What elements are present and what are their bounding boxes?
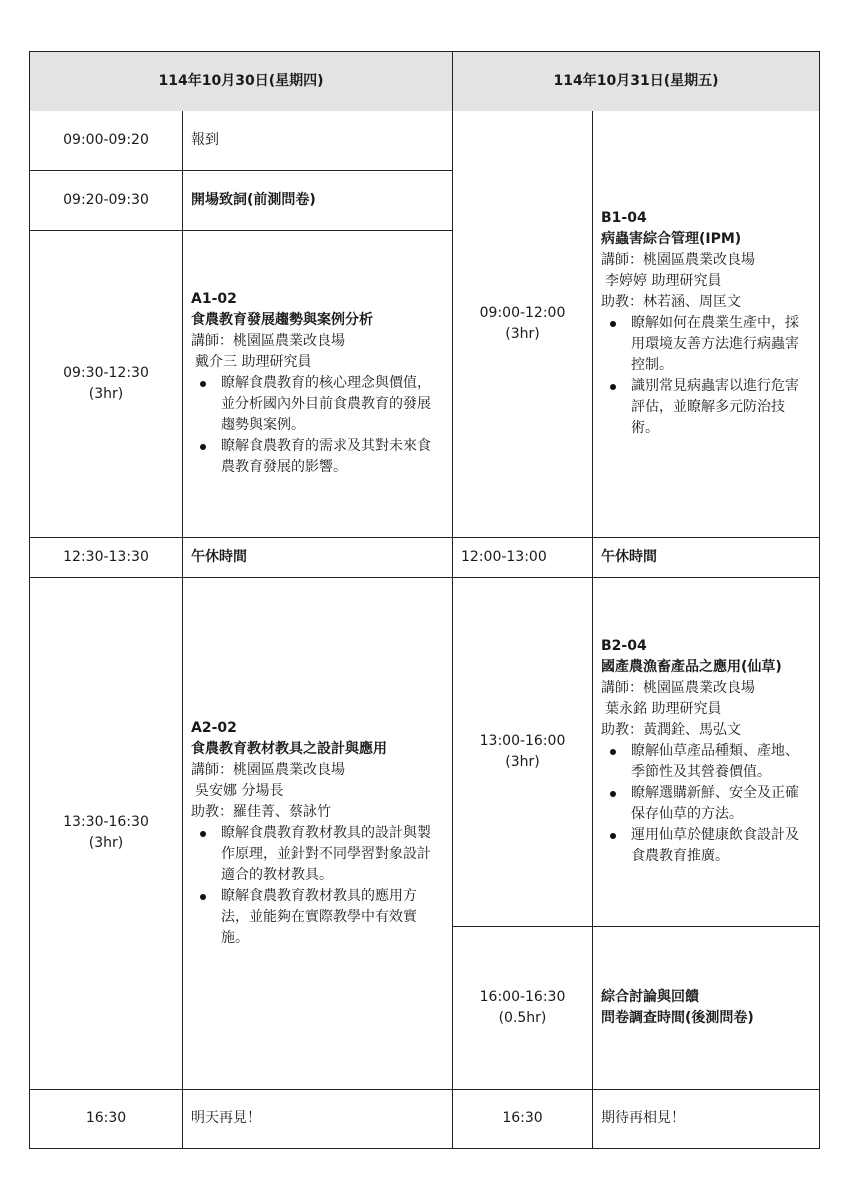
objectives-list	[191, 373, 444, 478]
objective-item: 瞭解選購新鮮、安全及正確保存仙草的方法。	[631, 783, 811, 825]
session-cell-a1	[183, 230, 453, 537]
session-cell: 開場致詞(前測問卷)	[183, 170, 453, 230]
time-cell	[30, 577, 183, 1089]
objective-item: 瞭解如何在農業生產中，採用環境友善方法進行病蟲害控制。	[631, 313, 811, 376]
session-title: 食農教育教材教具之設計與應用	[191, 740, 387, 757]
lecturer-name: 戴介三 助理研究員	[195, 354, 312, 370]
session-code: A2-02	[191, 719, 237, 736]
session-cell-lunch: 午休時間	[593, 537, 820, 577]
assistant: 助教：黃潤銓、馬弘文	[601, 722, 741, 738]
session-cell: 報到	[183, 111, 453, 170]
session-title: 食農教育發展趨勢與案例分析	[191, 312, 373, 328]
assistant: 助教：羅佳菁、蔡詠竹	[191, 803, 331, 820]
session-cell-b2	[593, 577, 820, 926]
time-range: 16:00-16:30	[479, 988, 566, 1005]
session-cell-closing: 明天再見！	[183, 1089, 453, 1148]
session-code: B1-04	[601, 210, 647, 227]
objective-item: 瞭解食農教育的核心理念與價值，並分析國內外目前食農教育的發展趨勢與案例。	[221, 373, 444, 436]
objective-item: 識別常見病蟲害以進行危害評估，並瞭解多元防治技術。	[631, 376, 811, 439]
duration: (3hr)	[88, 835, 124, 851]
session-cell-closing: 期待再相見！	[593, 1089, 820, 1148]
objectives-list	[601, 313, 811, 439]
time-cell: 12:00-13:00	[453, 537, 593, 577]
session-cell-discussion	[593, 926, 820, 1089]
time-range: 13:00-16:00	[479, 732, 566, 749]
lecturer-label: 講師：桃園區農業改良場	[191, 761, 345, 778]
objective-item: 瞭解仙草產品種類、產地、季節性及其營養價值。	[631, 741, 811, 783]
lecturer-name: 葉永銘 助理研究員	[605, 701, 722, 717]
session-code: A1-02	[191, 291, 237, 307]
objective-item: 瞭解食農教育教材教具的設計與製作原理，並針對不同學習對象設計適合的教材教具。	[221, 823, 444, 886]
lecturer-name: 吳安娜 分場長	[195, 782, 284, 799]
time-cell: 12:30-13:30	[30, 537, 183, 577]
objective-item: 瞭解食農教育的需求及其對未來食農教育發展的影響。	[221, 436, 444, 478]
objective-item: 瞭解食農教育教材教具的應用方法，並能夠在實際教學中有效實施。	[221, 886, 444, 949]
duration: (3hr)	[505, 325, 540, 342]
session-cell-a2	[183, 577, 453, 1089]
session-cell-lunch: 午休時間	[183, 537, 453, 577]
discussion-line: 綜合討論與回饋	[601, 988, 699, 1005]
lecturer-label: 講師：桃園區農業改良場	[601, 680, 755, 696]
lecturer-label: 講師：桃園區農業改良場	[191, 333, 345, 349]
time-cell	[453, 577, 593, 926]
time-range: 13:30-16:30	[63, 814, 149, 830]
session-title: 國產農漁畜產品之應用(仙草)	[601, 659, 782, 675]
time-cell	[453, 926, 593, 1089]
time-cell	[453, 111, 593, 537]
time-cell: 09:00-09:20	[30, 111, 183, 170]
session-title: 病蟲害綜合管理(IPM)	[601, 231, 742, 248]
assistant: 助教：林若涵、周匡文	[601, 294, 741, 311]
day2-header: 114年10月31日(星期五)	[453, 52, 820, 112]
survey-line: 問卷調查時間(後測問卷)	[601, 1009, 754, 1026]
time-range: 09:00-12:00	[479, 304, 566, 321]
duration: (3hr)	[88, 385, 124, 402]
duration: (3hr)	[505, 753, 540, 770]
objectives-list	[191, 823, 444, 949]
session-cell-b1	[593, 111, 820, 537]
time-cell	[30, 230, 183, 537]
time-range: 09:30-12:30	[63, 364, 149, 381]
schedule-table	[29, 51, 820, 1149]
session-code: B2-04	[601, 638, 647, 654]
objectives-list	[601, 741, 811, 867]
time-cell: 16:30	[30, 1089, 183, 1148]
time-cell: 09:20-09:30	[30, 170, 183, 230]
objective-item: 運用仙草於健康飲食設計及食農教育推廣。	[631, 825, 811, 867]
lecturer-label: 講師：桃園區農業改良場	[601, 252, 755, 269]
time-cell: 16:30	[453, 1089, 593, 1148]
duration: (0.5hr)	[498, 1009, 547, 1026]
lecturer-name: 李婷婷 助理研究員	[605, 273, 722, 290]
day1-header: 114年10月30日(星期四)	[30, 52, 453, 112]
